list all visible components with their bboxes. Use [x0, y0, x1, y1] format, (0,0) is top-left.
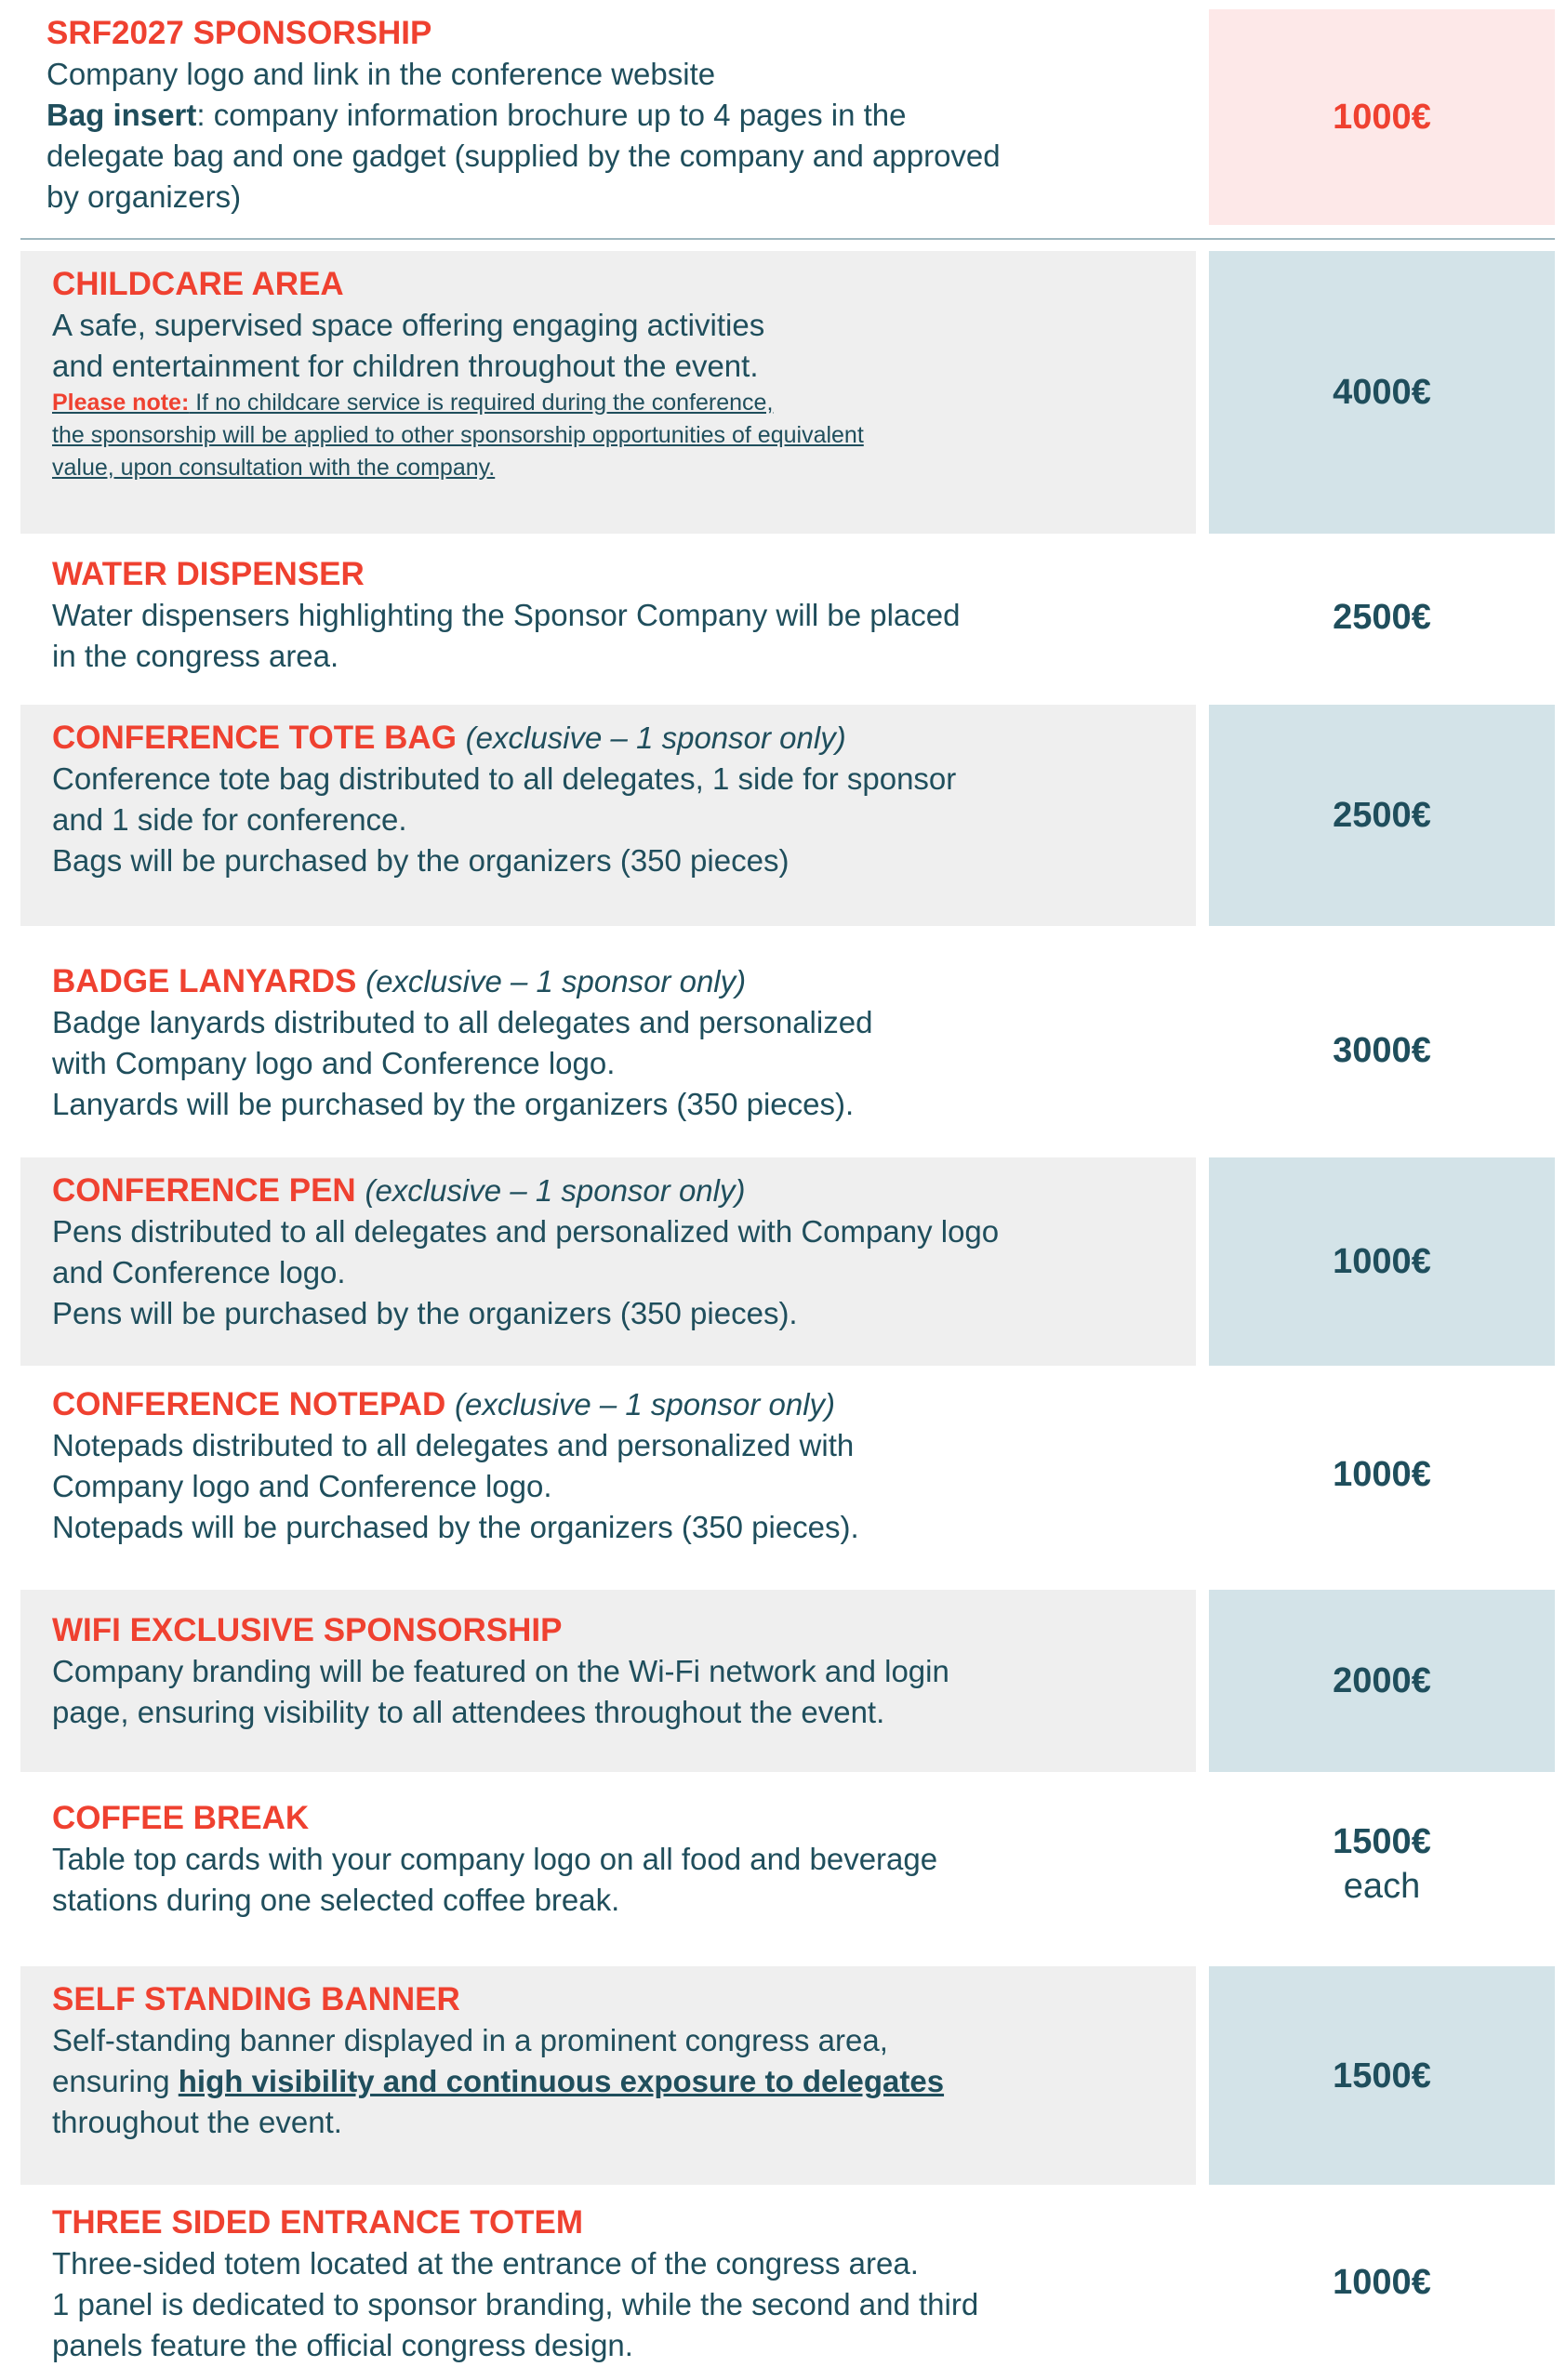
- item-price: [1209, 549, 1555, 686]
- price-value: 1000€: [1333, 1455, 1431, 1494]
- item-line: delegate bag and one gadget (supplied by the company and approved: [46, 139, 1001, 173]
- item-line: Company logo and Conference logo.: [52, 1469, 552, 1503]
- item-title-text: CONFERENCE NOTEPAD: [52, 1386, 446, 1422]
- childcare-note: the sponsorship will be applied to other sponsorship opportunities of equivalent: [52, 422, 864, 448]
- item-price: [1209, 1590, 1555, 1772]
- item-line: Pens will be purchased by the organizers (350 pieces).: [52, 1296, 798, 1330]
- item-conference-tote-bag: [20, 705, 1555, 926]
- item-line: A safe, supervised space offering engaging activities: [52, 308, 765, 342]
- item-description: [20, 1966, 1196, 2185]
- item-price: [1209, 1794, 1555, 1934]
- price-value: 1000€: [1333, 98, 1431, 137]
- item-title: WIFI EXCLUSIVE SPONSORSHIP: [52, 1612, 563, 1648]
- item-coffee-break: [20, 1794, 1555, 1934]
- item-title: COFFEE BREAK: [52, 1800, 310, 1836]
- section-divider: [20, 238, 1555, 240]
- item-title: WATER DISPENSER: [52, 556, 365, 592]
- price-value: 2500€: [1333, 796, 1431, 835]
- item-three-sided-entrance-totem: [20, 2189, 1555, 2375]
- item-line: panels feature the official congress design.: [52, 2328, 633, 2362]
- item-line: Table top cards with your company logo on all food and beverage: [52, 1842, 938, 1876]
- price-value: 1000€: [1333, 2263, 1431, 2302]
- childcare-note: value, upon consultation with the company.: [52, 455, 496, 481]
- item-line: Water dispensers highlighting the Sponsor Company will be placed: [52, 598, 961, 632]
- item-line: Bags will be purchased by the organizers (350 pieces): [52, 843, 790, 878]
- price-unit: each: [1343, 1867, 1421, 1906]
- item-price: [1209, 1966, 1555, 2185]
- item-line: Conference tote bag distributed to all delegates, 1 side for sponsor: [52, 761, 957, 796]
- bag-insert-label: Bag insert: [46, 98, 197, 132]
- price-value: 1000€: [1333, 1242, 1431, 1281]
- item-line: by organizers): [46, 179, 242, 214]
- price-value: 2000€: [1333, 1661, 1431, 1700]
- item-badge-lanyards: [20, 948, 1555, 1153]
- price-value: 2500€: [1333, 598, 1431, 637]
- item-description: [20, 549, 1196, 686]
- visibility-highlight: high visibility and continuous exposure to delegates: [178, 2064, 945, 2098]
- item-price: [1209, 251, 1555, 534]
- item-title: [52, 1170, 1196, 1211]
- item-conference-pen: [20, 1157, 1555, 1366]
- price-value: 3000€: [1333, 1031, 1431, 1070]
- item-description: [20, 9, 1196, 225]
- item-line: with Company logo and Conference logo.: [52, 1046, 616, 1080]
- item-title: [52, 1384, 1196, 1425]
- item-description: [20, 1590, 1196, 1772]
- item-description: [20, 251, 1196, 534]
- item-description: [20, 1794, 1196, 1934]
- item-description: [20, 948, 1196, 1153]
- item-line: Three-sided totem located at the entrance of the congress area.: [52, 2246, 919, 2281]
- item-srf2027-sponsorship: [20, 9, 1555, 225]
- item-wifi-exclusive-sponsorship: [20, 1590, 1555, 1772]
- item-title: SRF2027 SPONSORSHIP: [46, 15, 432, 51]
- item-line: Company logo and link in the conference website: [46, 57, 716, 91]
- item-childcare-area: [20, 251, 1555, 534]
- item-water-dispenser: [20, 549, 1555, 686]
- item-line: Notepads distributed to all delegates and personalized with: [52, 1428, 855, 1462]
- item-line: [52, 2061, 1196, 2102]
- item-line: page, ensuring visibility to all attendees throughout the event.: [52, 1695, 885, 1729]
- exclusive-note: (exclusive – 1 sponsor only): [465, 721, 846, 755]
- item-text: ensuring: [52, 2064, 179, 2098]
- item-description: [20, 705, 1196, 926]
- item-line: Company branding will be featured on the Wi-Fi network and login: [52, 1654, 949, 1688]
- item-title-text: CONFERENCE TOTE BAG: [52, 720, 457, 756]
- item-title: SELF STANDING BANNER: [52, 1981, 460, 2017]
- item-title: [52, 961, 1196, 1002]
- item-line: Self-standing banner displayed in a prominent congress area,: [52, 2023, 888, 2057]
- item-description: [20, 1371, 1196, 1578]
- exclusive-note: (exclusive – 1 sponsor only): [365, 964, 747, 998]
- item-line: in the congress area.: [52, 639, 339, 673]
- item-line: Pens distributed to all delegates and personalized with Company logo: [52, 1214, 1000, 1249]
- item-line: stations during one selected coffee break.: [52, 1883, 620, 1917]
- item-description: [20, 1157, 1196, 1366]
- item-title-text: BADGE LANYARDS: [52, 963, 357, 999]
- item-title: THREE SIDED ENTRANCE TOTEM: [52, 2204, 584, 2241]
- exclusive-note: (exclusive – 1 sponsor only): [455, 1387, 836, 1421]
- item-price: [1209, 705, 1555, 926]
- item-conference-notepad: [20, 1371, 1555, 1578]
- item-self-standing-banner: [20, 1966, 1555, 2185]
- item-price: [1209, 9, 1555, 225]
- item-description: [20, 2189, 1196, 2375]
- item-line: Badge lanyards distributed to all delegates and personalized: [52, 1005, 873, 1039]
- item-line: and entertainment for children throughout the event.: [52, 349, 759, 383]
- item-line: Lanyards will be purchased by the organizers (350 pieces).: [52, 1087, 855, 1121]
- item-price: [1209, 1157, 1555, 1366]
- note-label: Please note:: [52, 390, 190, 416]
- item-price: [1209, 948, 1555, 1153]
- exclusive-note: (exclusive – 1 sponsor only): [365, 1173, 746, 1208]
- childcare-note: [52, 387, 1196, 419]
- item-line: [46, 95, 1196, 136]
- bag-insert-text: : company information brochure up to 4 pages in the: [196, 98, 907, 132]
- item-line: and 1 side for conference.: [52, 802, 407, 837]
- price-value: 1500€: [1333, 2056, 1431, 2096]
- item-line: throughout the event.: [52, 2105, 342, 2139]
- item-line: 1 panel is dedicated to sponsor branding, while the second and third: [52, 2287, 979, 2321]
- price-value: 1500€: [1333, 1822, 1431, 1861]
- item-title-text: CONFERENCE PEN: [52, 1172, 356, 1209]
- item-price: [1209, 1371, 1555, 1578]
- note-text: If no childcare service is required during the conference,: [189, 390, 774, 416]
- item-title: [52, 718, 1196, 759]
- item-title: CHILDCARE AREA: [52, 266, 344, 302]
- item-price: [1209, 2189, 1555, 2375]
- price-value: 4000€: [1333, 373, 1431, 412]
- item-line: Notepads will be purchased by the organizers (350 pieces).: [52, 1510, 859, 1544]
- item-line: and Conference logo.: [52, 1255, 346, 1289]
